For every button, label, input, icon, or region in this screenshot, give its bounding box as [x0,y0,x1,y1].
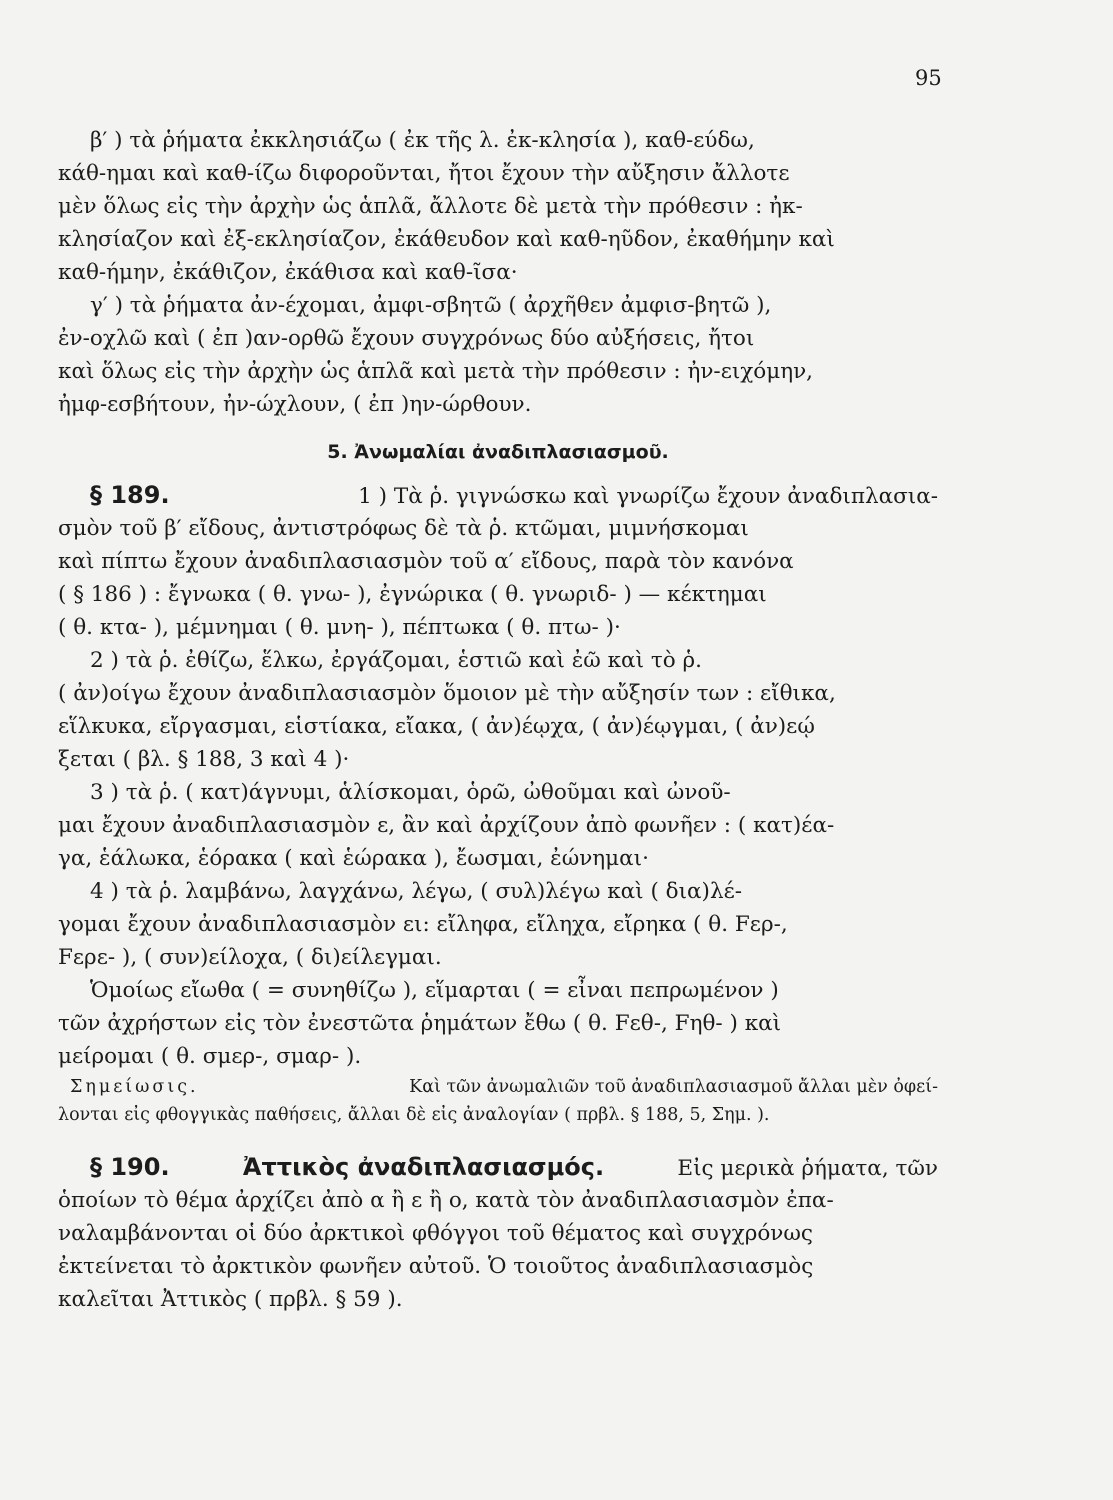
text-line [58,974,938,1007]
text-line-content: ( θ. κτα- ), μέμνημαι ( θ. μνη- ), πέπτωκα ( θ. πτω- )· [58,615,621,640]
text-line [58,941,938,974]
text-line-content: 4 ) τὰ ῥ. λαμβάνω, λαγχάνω, λέγω, ( συλ)λέγω καὶ ( δια)λέ- [90,879,742,904]
text-line-content: καθ-ήμην, ἐκάθιζον, ἐκάθισα καὶ καθ-ῖσα· [58,260,518,285]
heading-anomalies: 5. Ἀνωμαλίαι ἀναδιπλασιασμοῦ. [327,441,669,463]
text-line-content: Ὁμοίως εἴωθα ( = συνηθίζω ), εἵμαρται ( = εἶναι πεπρωμένον ) [90,978,779,1003]
text-line [58,1217,938,1250]
text-line [58,289,938,322]
page-number: 95 [915,66,942,90]
text-line-content: ναλαμβάνονται οἱ δύο ἀρκτικοὶ φθόγγοι τοῦ θέματος καὶ συγχρόνως [58,1221,813,1246]
paragraph-gamma [58,289,938,421]
text-line [58,710,938,743]
text-line-content: ( § 186 ) : ἔγνωκα ( θ. γνω- ), ἐγνώρικα ( θ. γνωριδ- ) — κέκτημαι [58,582,767,607]
section-190-first-line [58,1151,938,1184]
text-line [58,578,938,611]
text-line [58,190,938,223]
note-first-line [58,1073,938,1101]
text-line-content: καλεῖται Ἀττικὸς ( πρβλ. § 59 ). [58,1287,403,1312]
text-line [58,1184,938,1217]
text-line-content: β′ ) τὰ ῥήματα ἐκκλησιάζω ( ἐκ τῆς λ. ἐκ-κλησία ), καθ-εύδω, [90,128,755,153]
text-line-content: ἐν-οχλῶ καὶ ( ἐπ )αν-ορθῶ ἔχουν συγχρόνως δύο αὐξήσεις, ἤτοι [58,326,755,351]
text-line [58,355,938,388]
text-line [58,388,938,421]
text-line [58,157,938,190]
section-190-number: § 190. [90,1153,170,1181]
section-190 [58,1151,938,1316]
text-line-content: κλησίαζον καὶ ἐξ-εκλησίαζον, ἐκάθευδον καὶ καθ-ηῦδον, ἐκαθήμην καὶ [58,227,835,252]
text-line: Καὶ τῶν ἀνωμαλιῶν τοῦ ἀναδιπλασιασμοῦ ἄλλαι μὲν ὀφεί- [409,1077,938,1097]
text-line [58,545,938,578]
text-line-content: καὶ πίπτω ἔχουν ἀναδιπλασιασμὸν τοῦ α′ εἴδους, παρὰ τὸν κανόνα [58,549,794,574]
text-line-content: 2 ) τὰ ῥ. ἐθίζω, ἕλκω, ἐργάζομαι, ἑστιῶ καὶ ἐῶ καὶ τὸ ῥ. [90,648,702,673]
text-line-content: ξεται ( βλ. § 188, 3 καὶ 4 )· [58,747,350,772]
text-line-content: καὶ ὅλως εἰς τὴν ἀρχὴν ὡς ἁπλᾶ καὶ μετὰ τὴν πρόθεσιν : ἠν-ειχόμην, [58,359,813,384]
text-line [58,512,938,545]
note-label: Σημείωσις. [70,1077,199,1097]
text-line [58,776,938,809]
text-line-content: γα, ἑάλωκα, ἑόρακα ( καὶ ἑώρακα ), ἔωσμαι, ἐώνημαι· [58,846,649,871]
text-line: λονται εἰς φθογγικὰς παθήσεις, ἄλλαι δὲ εἰς ἀναλογίαν ( πρβλ. § 188, 5, Σημ. ). [58,1105,770,1125]
page-body [58,114,938,1316]
text-line-content: τῶν ἀχρήστων εἰς τὸν ἐνεστῶτα ῥημάτων ἔθω ( θ. Fεθ-, Fηθ- ) καὶ [58,1011,782,1036]
section-190-title: Ἀττικὸς ἀναδιπλασιασμός. [242,1153,605,1181]
text-line [58,842,938,875]
text-line [58,875,938,908]
text-line [58,1250,938,1283]
text-line-content: γομαι ἔχουν ἀναδιπλασιασμὸν ει: εἴληφα, εἴληχα, εἴρηκα ( θ. Fερ-, [58,912,788,937]
text-line-content: Fερε- ), ( συν)είλοχα, ( δι)είλεγμαι. [58,945,442,970]
text-line [58,1283,938,1316]
section-189-first-line [58,479,938,512]
section-189-number: § 189. [90,481,170,509]
text-line [58,908,938,941]
text-line-content: σμὸν τοῦ β′ εἴδους, ἀντιστρόφως δὲ τὰ ῥ. κτῶμαι, μιμνήσκομαι [58,516,749,541]
text-line [58,256,938,289]
text-line [58,809,938,842]
section-189-part-5 [58,974,938,1073]
text-line [58,644,938,677]
text-line-content: ἠμφ-εσβήτουν, ἠν-ώχλουν, ( ἐπ )ην-ώρθουν. [58,392,532,417]
text-line-content: μὲν ὅλως εἰς τὴν ἀρχὴν ὡς ἁπλᾶ, ἄλλοτε δὲ μετὰ τὴν πρόθεσιν : ἠκ- [58,194,803,219]
text-line-content: μείρομαι ( θ. σμερ-, σμαρ- ). [58,1044,362,1069]
text-line-content: ἐκτείνεται τὸ ἀρκτικὸν φωνῆεν αὐτοῦ. Ὁ τοιοῦτος ἀναδιπλασιασμὸς [58,1254,814,1279]
text-line-content: ὁποίων τὸ θέμα ἀρχίζει ἀπὸ α ἢ ε ἢ ο, κατὰ τὸν ἀναδιπλασιασμὸν ἐπα- [58,1188,834,1213]
text-line [58,1007,938,1040]
text-line-content: γ′ ) τὰ ῥήματα ἀν-έχομαι, ἀμφι-σβητῶ ( ἀρχῆθεν ἀμφισ-βητῶ ), [90,293,772,318]
text-line-content: κάθ-ημαι καὶ καθ-ίζω διφοροῦνται, ἤτοι ἔχουν τὴν αὔξησιν ἄλλοτε [58,161,790,186]
text-line [58,1040,938,1073]
text-line [58,743,938,776]
section-190-body [58,1184,938,1316]
text-line-content: ( ἀν)οίγω ἔχουν ἀναδιπλασιασμὸν ὅμοιον μὲ τὴν αὔξησίν των : εἴθικα, [58,681,836,706]
section-189-part-3 [58,776,938,875]
text-line [58,611,938,644]
text-line [58,124,938,157]
paragraph-beta [58,124,938,289]
section-189 [58,479,938,1073]
note-second-line [58,1101,938,1129]
section-189-part-4 [58,875,938,974]
section-189-part-2 [58,644,938,776]
text-line: Εἰς μερικὰ ῥήματα, τῶν [677,1156,938,1181]
text-line-content: εἵλκυκα, εἴργασμαι, εἱστίακα, εἴακα, ( ἀν)έῳχα, ( ἀν)έῳγμαι, ( ἀν)εῴ [58,714,815,739]
text-line [58,677,938,710]
text-line [58,322,938,355]
section-189-part-1 [58,512,938,644]
text-line-content: μαι ἔχουν ἀναδιπλασιασμὸν ε, ἂν καὶ ἀρχίζουν ἀπὸ φωνῆεν : ( κατ)έα- [58,813,835,838]
text-line-content: 3 ) τὰ ῥ. ( κατ)άγνυμι, ἁλίσκομαι, ὁρῶ, ὠθοῦμαι καὶ ὠνοῦ- [90,780,731,805]
text-line [58,223,938,256]
note-block [58,1073,938,1129]
text-line: 1 ) Τὰ ῥ. γιγνώσκω καὶ γνωρίζω ἔχουν ἀναδιπλασια- [358,484,938,509]
